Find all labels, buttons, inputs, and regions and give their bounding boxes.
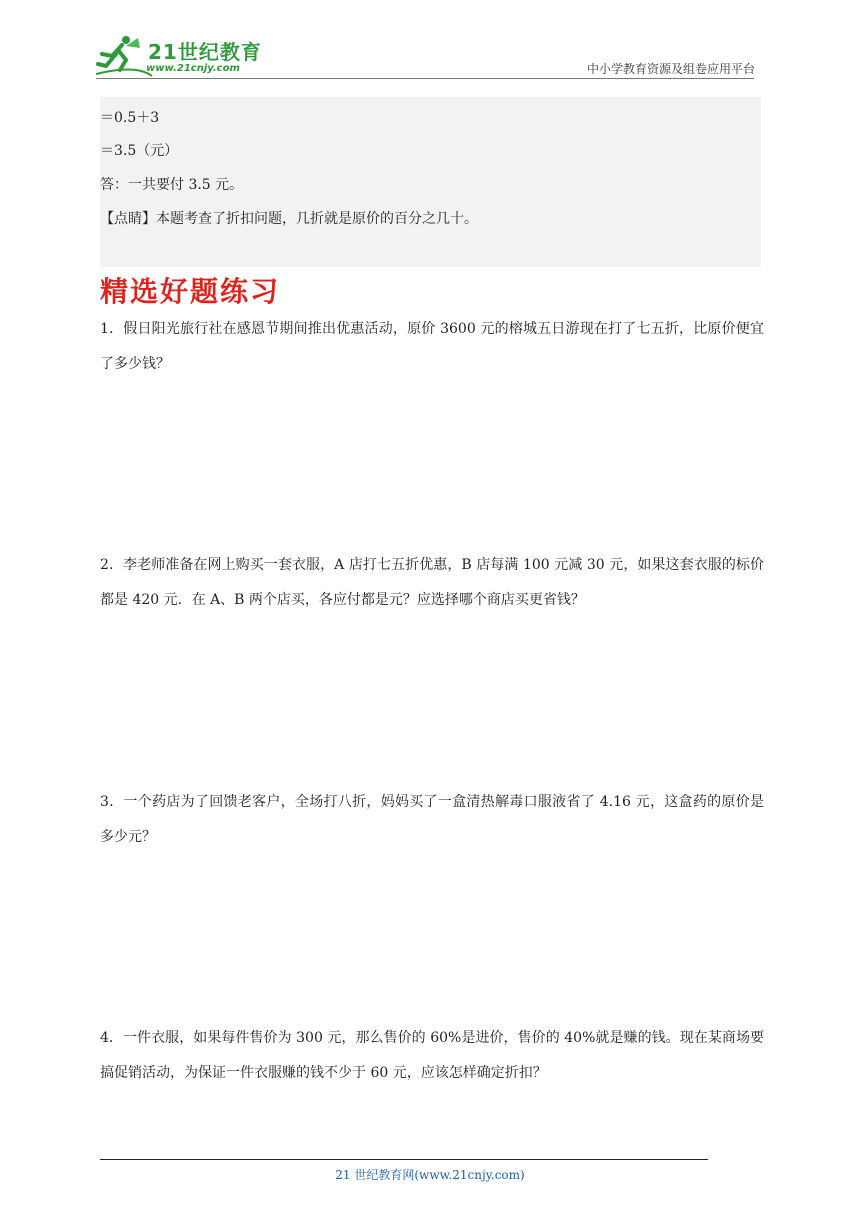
logo-text: 21世纪教育 — [148, 40, 262, 64]
logo-url: www.21cnjy.com — [146, 63, 240, 74]
answer-line: ＝0.5＋3 — [100, 110, 160, 126]
footer-text: 21 世纪教育网(www.21cnjy.com) — [335, 1168, 525, 1182]
answer-line: ＝3.5（元） — [100, 143, 179, 159]
header-divider — [96, 78, 754, 79]
answer-line: 【点睛】本题考查了折扣问题，几折就是原价的百分之几十。 — [100, 211, 478, 227]
platform-name: 中小学教育资源及组卷应用平台 — [586, 62, 755, 76]
question-1: 1．假日阳光旅行社在感恩节期间推出优惠活动，原价 3600 元的榕城五日游现在打了七五折，比原价便宜了多少钱？ — [100, 321, 764, 372]
page-header — [0, 0, 860, 90]
answer-box — [100, 97, 761, 267]
footer-divider — [100, 1159, 708, 1160]
question-2: 2．李老师准备在网上购买一套衣服，A 店打七五折优惠，B 店每满 100 元减 30 元，如果这套衣服的标价都是 420 元．在 A、B 两个店买，各应付都是元？应选择哪个商店买更省钱？ — [100, 557, 764, 608]
question-3: 3．一个药店为了回馈老客户，全场打八折，妈妈买了一盒清热解毒口服液省了 4.16 元，这盒药的原价是多少元？ — [100, 794, 764, 845]
section-title: 精选好题练习 — [100, 275, 281, 308]
answer-line: 答：一共要付 3.5 元。 — [100, 177, 244, 193]
question-4: 4．一件衣服，如果每件售价为 300 元，那么售价的 60%是进价，售价的 40%就是赚的钱。现在某商场要搞促销活动，为保证一件衣服赚的钱不少于 60 元，应该怎样确定折扣？ — [100, 1030, 764, 1081]
